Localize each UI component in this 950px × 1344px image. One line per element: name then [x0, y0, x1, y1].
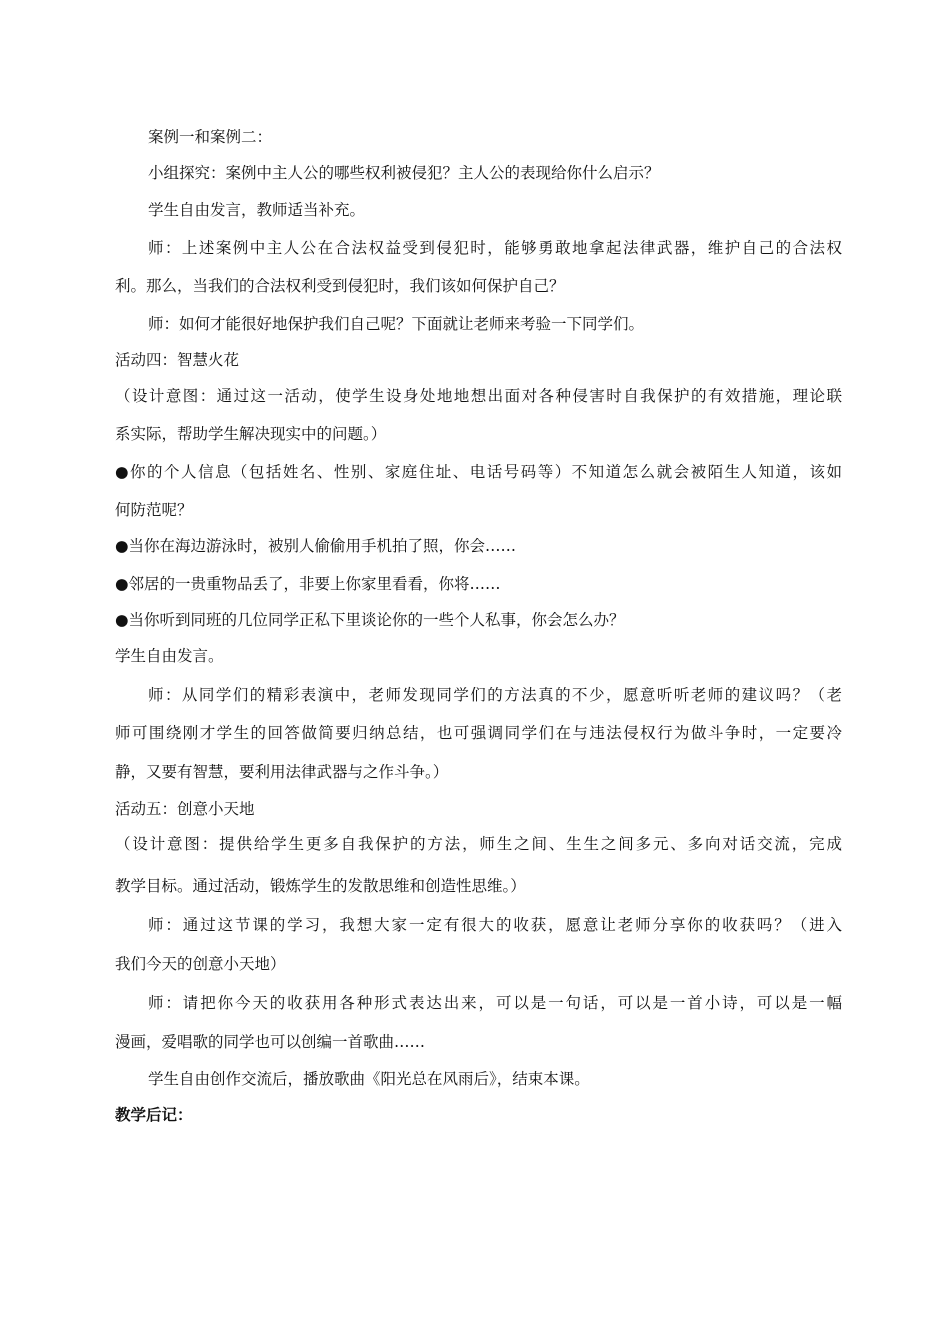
bullet-item: ●当你在海边游泳时，被别人偷偷用手机拍了照，你会…… [115, 537, 517, 555]
paragraph: 我们今天的创意小天地） [115, 955, 286, 973]
activity-heading: 活动四：智慧火花 [115, 351, 240, 369]
design-intent: （设计意图：提供给学生更多自我保护的方法，师生之间、生生之间多元、多向对话交流，完成 [115, 835, 842, 853]
paragraph: 学生自由发言。 [115, 647, 224, 665]
bullet-item: 何防范呢？ [115, 501, 193, 519]
paragraph: 师可围绕刚才学生的回答做简要归纳总结，也可强调同学们在与违法侵权行为做斗争时，一定要冷 [115, 724, 842, 742]
afterword-heading: 教学后记： [115, 1105, 193, 1124]
design-intent: 系实际，帮助学生解决现实中的问题。） [115, 425, 387, 443]
paragraph: 师：从同学们的精彩表演中，老师发现同学们的方法真的不少，愿意听听老师的建议吗？（老 [148, 686, 842, 704]
case-heading: 案例一和案例二： [148, 128, 273, 146]
paragraph: 学生自由发言，教师适当补充。 [148, 201, 366, 219]
bullet-item: ●你的个人信息（包括姓名、性别、家庭住址、电话号码等）不知道怎么就会被陌生人知道，该如 [115, 463, 842, 481]
design-intent: 教学目标。通过活动，锻炼学生的发散思维和创造性思维。） [115, 877, 526, 895]
bullet-item: ●邻居的一贵重物品丢了，非要上你家里看看，你将…… [115, 575, 501, 593]
paragraph: 师：如何才能很好地保护我们自己呢？下面就让老师来考验一下同学们。 [148, 315, 645, 333]
paragraph: 师：通过这节课的学习，我想大家一定有很大的收获，愿意让老师分享你的收获吗？（进入 [148, 916, 842, 934]
group-inquiry: 小组探究：案例中主人公的哪些权利被侵犯？主人公的表现给你什么启示？ [148, 164, 660, 182]
activity-heading: 活动五：创意小天地 [115, 800, 255, 818]
paragraph: 师：上述案例中主人公在合法权益受到侵犯时，能够勇敢地拿起法律武器，维护自己的合法权 [148, 239, 842, 257]
bullet-item: ●当你听到同班的几位同学正私下里谈论你的一些个人私事，你会怎么办？ [115, 611, 625, 629]
paragraph: 漫画，爱唱歌的同学也可以创编一首歌曲…… [115, 1033, 426, 1051]
paragraph: 利。那么，当我们的合法权利受到侵犯时，我们该如何保护自己？ [115, 277, 565, 295]
paragraph: 静，又要有智慧，要利用法律武器与之作斗争。） [115, 763, 449, 781]
design-intent: （设计意图：通过这一活动，使学生设身处地地想出面对各种侵害时自我保护的有效措施，理论联 [115, 387, 842, 405]
paragraph: 师：请把你今天的收获用各种形式表达出来，可以是一句话，可以是一首小诗，可以是一幅 [148, 994, 842, 1012]
paragraph: 学生自由创作交流后，播放歌曲《阳光总在风雨后》，结束本课。 [148, 1070, 590, 1088]
